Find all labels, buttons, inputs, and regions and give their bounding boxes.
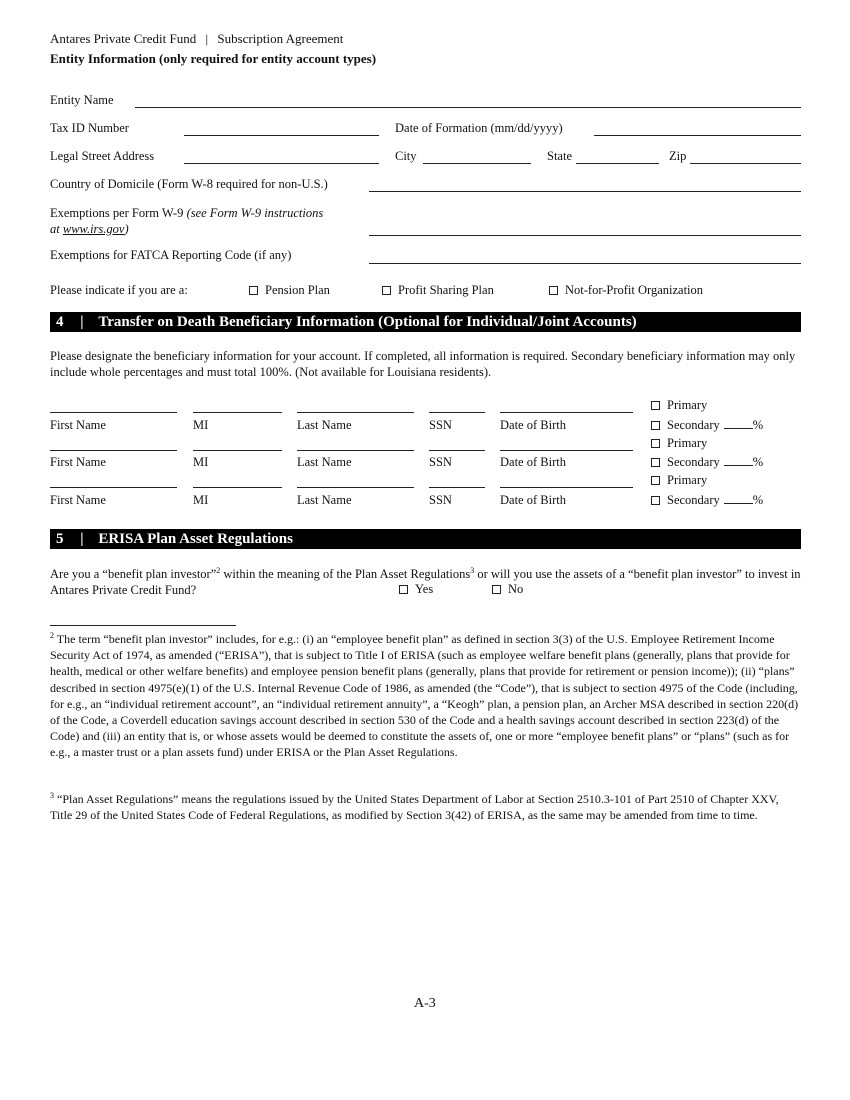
first-name-field[interactable] <box>50 487 177 488</box>
section-5-title: ERISA Plan Asset Regulations <box>98 531 293 547</box>
tax-id-label: Tax ID Number <box>50 121 129 135</box>
street-address-label: Legal Street Address <box>50 149 155 163</box>
mi-field[interactable] <box>193 450 282 451</box>
entity-section-title: Entity Information (only required for entity account types) <box>50 51 377 66</box>
dob-label: Date of Birth <box>500 493 566 507</box>
pension-plan-checkbox[interactable] <box>249 286 258 295</box>
last-name-label: Last Name <box>297 455 352 469</box>
dob-label: Date of Birth <box>500 455 566 469</box>
first-name-label: First Name <box>50 493 106 507</box>
city-label: City <box>395 149 417 163</box>
dob-field[interactable] <box>500 412 633 413</box>
fatca-label: Exemptions for FATCA Reporting Code (if any) <box>50 248 292 262</box>
dob-field[interactable] <box>500 487 633 488</box>
country-field[interactable] <box>369 191 801 192</box>
tax-id-field[interactable] <box>184 135 379 136</box>
secondary-option[interactable]: Secondary % <box>651 418 763 433</box>
primary-checkbox[interactable] <box>651 401 660 410</box>
footnote-2: $^2$ The term “benefit plan investor” includes, for e.g.: (i) an “employee benefit plan” as defined in section 3(3) of the U.S. Employee Retirement Income Security Act of 1974, as amended (“ERISA”), that is subject to Title I of ERISA (such as employee welfare benefit plans (generally, plans that provide for health, medical or other welfare benefits) and employee pension benefit plans (generally, plans that provide for retirement or pension income)); (ii) “plans” described in section 4975(e)(1) of the U.S. Internal Revenue Code of 1986, as amended (the “Code”), that is subject to section 4975 of the Code (including, for e.g., an “individual retirement account”, an “individual retirement annuity”, a “Keogh” plan, a pension plan, an Archer MSA described in section 220(d) of the Code, a Coverdell education savings account described in section 530 of the Code and a health savings account described in section 223(d) of the Code) and (iii) an entity that is, or whose assets would be deemed to constitute the assets of, one or more “employee benefit plans” or “plans” (such as for e.g., a master trust or a plan assets fund) under ERISA or the Plan Asset Regulations. <box>50 631 799 760</box>
secondary-option[interactable]: Secondary % <box>651 455 763 470</box>
section-4-header: 4 | Transfer on Death Beneficiary Information (Optional for Individual/Joint Accounts) <box>50 312 801 332</box>
not-for-profit-checkbox[interactable] <box>549 286 558 295</box>
indicate-label: Please indicate if you are a: <box>50 283 188 297</box>
header-separator: | <box>205 31 209 46</box>
fund-name: Antares Private Credit Fund <box>50 31 197 46</box>
w9-exemptions-label: Exemptions per Form W-9 (see Form W-9 instructions at www.irs.gov) <box>50 206 324 236</box>
profit-sharing-option[interactable]: Profit Sharing Plan <box>382 283 494 298</box>
ssn-label: SSN <box>429 418 452 432</box>
percent-field[interactable] <box>724 418 753 429</box>
first-name-label: First Name <box>50 418 106 432</box>
yes-checkbox[interactable] <box>399 585 408 594</box>
no-option[interactable]: No <box>492 582 523 597</box>
dob-label: Date of Birth <box>500 418 566 432</box>
erisa-question: Are you a “benefit plan investor”$^2$ within the meaning of the Plan Asset Regulations$^3$ or will you use the assets of a “benefit plan investor” to invest in Antares Private Credit Fund? <box>50 566 801 597</box>
formation-date-field[interactable] <box>594 135 801 136</box>
no-checkbox[interactable] <box>492 585 501 594</box>
footnote-divider <box>50 625 236 626</box>
primary-option[interactable]: Primary <box>651 473 707 488</box>
ssn-label: SSN <box>429 493 452 507</box>
fatca-field[interactable] <box>369 263 801 264</box>
last-name-field[interactable] <box>297 450 414 451</box>
ssn-field[interactable] <box>429 487 485 488</box>
primary-checkbox[interactable] <box>651 439 660 448</box>
profit-sharing-checkbox[interactable] <box>382 286 391 295</box>
mi-field[interactable] <box>193 412 282 413</box>
secondary-checkbox[interactable] <box>651 421 660 430</box>
mi-field[interactable] <box>193 487 282 488</box>
first-name-field[interactable] <box>50 450 177 451</box>
percent-field[interactable] <box>724 455 753 466</box>
dob-field[interactable] <box>500 450 633 451</box>
footnote-ref-2: 2 <box>216 566 221 575</box>
secondary-checkbox[interactable] <box>651 458 660 467</box>
first-name-field[interactable] <box>50 412 177 413</box>
irs-link[interactable]: www.irs.gov <box>62 222 125 236</box>
document-type: Subscription Agreement <box>217 31 344 46</box>
state-label: State <box>547 149 572 163</box>
primary-option[interactable]: Primary <box>651 436 707 451</box>
mi-label: MI <box>193 455 209 469</box>
yes-option[interactable]: Yes <box>399 582 433 597</box>
primary-checkbox[interactable] <box>651 476 660 485</box>
running-header <box>50 31 343 47</box>
section-5-header: 5 | ERISA Plan Asset Regulations <box>50 529 801 549</box>
ssn-field[interactable] <box>429 450 485 451</box>
zip-field[interactable] <box>690 163 801 164</box>
entity-name-label: Entity Name <box>50 93 114 107</box>
zip-label: Zip <box>669 149 687 163</box>
pension-plan-option[interactable]: Pension Plan <box>249 283 330 298</box>
ssn-label: SSN <box>429 455 452 469</box>
mi-label: MI <box>193 493 209 507</box>
last-name-field[interactable] <box>297 412 414 413</box>
country-label: Country of Domicile (Form W-8 required for non-U.S.) <box>50 177 328 191</box>
footnote-3: $^3$ “Plan Asset Regulations” means the regulations issued by the United States Department of Labor at Section 2510.3-101 of Part 2510 of Chapter XXV, Title 29 of the United States Code of Federal Regulations, as modified by Section 3(42) of ERISA, as the same may be amended from time to time. <box>50 791 779 823</box>
secondary-option[interactable]: Secondary % <box>651 493 763 508</box>
secondary-checkbox[interactable] <box>651 496 660 505</box>
not-for-profit-option[interactable]: Not-for-Profit Organization <box>549 283 703 298</box>
state-field[interactable] <box>576 163 659 164</box>
first-name-label: First Name <box>50 455 106 469</box>
last-name-field[interactable] <box>297 487 414 488</box>
formation-date-label: Date of Formation (mm/dd/yyyy) <box>395 121 563 135</box>
ssn-field[interactable] <box>429 412 485 413</box>
last-name-label: Last Name <box>297 418 352 432</box>
entity-name-field[interactable] <box>135 107 801 108</box>
percent-field[interactable] <box>724 493 753 504</box>
primary-option[interactable]: Primary <box>651 398 707 413</box>
footnote-ref-3: 3 <box>470 566 475 575</box>
w9-exemptions-field[interactable] <box>369 235 801 236</box>
section-4-title: Transfer on Death Beneficiary Information (Optional for Individual/Joint Accounts) <box>98 314 637 330</box>
street-address-field[interactable] <box>184 163 379 164</box>
last-name-label: Last Name <box>297 493 352 507</box>
city-field[interactable] <box>423 163 531 164</box>
page-number: A-3 <box>414 996 436 1011</box>
beneficiary-instructions: Please designate the beneficiary information for your account. If completed, all information is required. Secondary beneficiary information may only include whole percentages and must total 100%. (Not available for Louisiana residents). <box>50 349 796 379</box>
mi-label: MI <box>193 418 209 432</box>
